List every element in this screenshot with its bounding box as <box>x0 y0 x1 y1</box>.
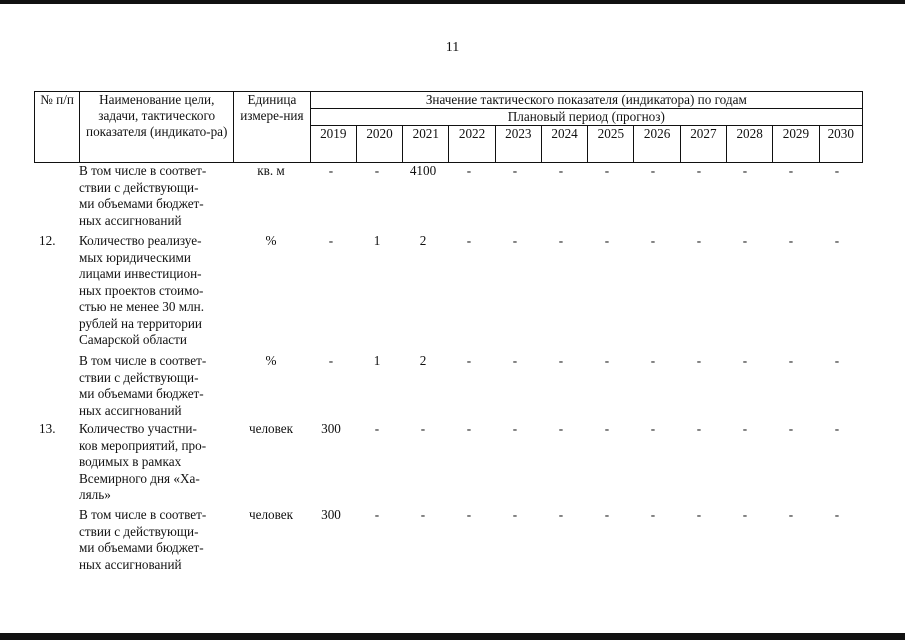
name-line: Всемирного дня «Ха- <box>79 470 200 486</box>
name-line: Самарской области <box>79 332 187 347</box>
bottom-border <box>0 633 905 640</box>
name-line: ных ассигнований <box>79 402 182 418</box>
value-2019: 300 <box>321 507 341 522</box>
unit: % <box>265 233 277 248</box>
year-2025: 2025 <box>588 126 634 163</box>
value-2029: - <box>788 163 794 178</box>
name-line: В том числе в соответ- <box>79 507 207 522</box>
name-line: ствии с действующи- <box>79 523 199 539</box>
name-line: Количество реализуе- <box>79 233 202 248</box>
unit: человек <box>248 421 294 436</box>
header-period: Плановый период (прогноз) <box>310 109 862 126</box>
value-2020: 1 <box>373 353 381 368</box>
value-2025: - <box>604 353 610 368</box>
name-line: ствии с действующи- <box>79 369 199 385</box>
name-line: ляль» <box>79 487 111 502</box>
name-line: ных проектов стоимо- <box>79 282 204 298</box>
value-2026: - <box>650 421 656 436</box>
value-2021: 4100 <box>409 163 437 178</box>
value-2024: - <box>558 421 564 436</box>
unit: % <box>265 353 277 368</box>
value-2028: - <box>742 507 748 522</box>
value-2026: - <box>650 507 656 522</box>
value-2030: - <box>834 233 840 248</box>
name-line: стью не менее 30 млн. <box>79 299 205 314</box>
value-2027: - <box>696 421 702 436</box>
header-num: № п/п <box>35 92 80 163</box>
value-2025: - <box>604 507 610 522</box>
year-2021: 2021 <box>403 126 449 163</box>
name-line: В том числе в соответ- <box>79 353 207 368</box>
name-line: Количество участни- <box>79 421 197 436</box>
name-line: В том числе в соответ- <box>79 163 207 178</box>
header-unit: Единица измере-ния <box>234 92 310 163</box>
year-2028: 2028 <box>727 126 773 163</box>
year-2023: 2023 <box>495 126 541 163</box>
value-2020: 1 <box>373 233 381 248</box>
value-2026: - <box>650 233 656 248</box>
year-2026: 2026 <box>634 126 680 163</box>
header-values: Значение тактического показателя (индикатора) по годам <box>310 92 862 109</box>
value-2022: - <box>466 507 472 522</box>
value-2022: - <box>466 163 472 178</box>
year-2020: 2020 <box>356 126 402 163</box>
value-2025: - <box>604 233 610 248</box>
name-line: мых юридическими <box>79 249 191 265</box>
value-2027: - <box>696 507 702 522</box>
row-number: 13. <box>39 421 56 436</box>
value-2020: - <box>374 507 380 522</box>
value-2029: - <box>788 421 794 436</box>
value-2022: - <box>466 233 472 248</box>
value-2024: - <box>558 163 564 178</box>
indicator-name <box>79 507 239 573</box>
value-2024: - <box>558 507 564 522</box>
indicator-name <box>79 421 239 504</box>
value-2030: - <box>834 163 840 178</box>
year-2027: 2027 <box>680 126 726 163</box>
name-line: ми объемами бюджет- <box>79 540 204 555</box>
value-2028: - <box>742 353 748 368</box>
name-line: ков мероприятий, про- <box>79 437 207 453</box>
value-2023: - <box>512 421 518 436</box>
year-2022: 2022 <box>449 126 495 163</box>
value-2029: - <box>788 353 794 368</box>
top-border <box>0 0 905 4</box>
unit: человек <box>248 507 294 522</box>
unit: кв. м <box>257 163 285 178</box>
value-2023: - <box>512 507 518 522</box>
name-line: ных ассигнований <box>79 212 182 228</box>
value-2027: - <box>696 163 702 178</box>
header-name: Наименование цели, задачи, тактического показателя (индикато-ра) <box>80 92 234 163</box>
name-line: ных ассигнований <box>79 556 182 572</box>
value-2020: - <box>374 163 380 178</box>
value-2029: - <box>788 507 794 522</box>
value-2029: - <box>788 233 794 248</box>
value-2028: - <box>742 233 748 248</box>
value-2022: - <box>466 353 472 368</box>
value-2025: - <box>604 163 610 178</box>
value-2021: 2 <box>419 353 427 368</box>
year-2030: 2030 <box>819 126 862 163</box>
value-2021: - <box>420 507 426 522</box>
value-2024: - <box>558 233 564 248</box>
indicator-name <box>79 163 239 229</box>
value-2021: 2 <box>419 233 427 248</box>
name-line: ми объемами бюджет- <box>79 196 204 211</box>
indicator-name <box>79 233 239 349</box>
year-2019: 2019 <box>310 126 356 163</box>
name-line: водимых в рамках <box>79 454 182 469</box>
value-2027: - <box>696 353 702 368</box>
value-2021: - <box>420 421 426 436</box>
indicator-name <box>79 353 239 419</box>
value-2020: - <box>374 421 380 436</box>
value-2019: 300 <box>321 421 341 436</box>
value-2028: - <box>742 163 748 178</box>
name-line: рублей на территории <box>79 315 202 331</box>
value-2023: - <box>512 233 518 248</box>
value-2025: - <box>604 421 610 436</box>
name-line: ствии с действующи- <box>79 179 199 195</box>
value-2030: - <box>834 507 840 522</box>
value-2030: - <box>834 421 840 436</box>
value-2023: - <box>512 353 518 368</box>
value-2026: - <box>650 353 656 368</box>
name-line: лицами инвестицион- <box>79 266 202 281</box>
page-number: 11 <box>445 40 460 55</box>
value-2026: - <box>650 163 656 178</box>
name-line: ми объемами бюджет- <box>79 386 204 401</box>
year-2024: 2024 <box>541 126 587 163</box>
value-2019: - <box>328 163 334 178</box>
value-2030: - <box>834 353 840 368</box>
year-2029: 2029 <box>773 126 819 163</box>
value-2023: - <box>512 163 518 178</box>
value-2024: - <box>558 353 564 368</box>
value-2019: - <box>328 233 334 248</box>
value-2028: - <box>742 421 748 436</box>
value-2027: - <box>696 233 702 248</box>
table-header <box>34 91 863 163</box>
value-2022: - <box>466 421 472 436</box>
value-2019: - <box>328 353 334 368</box>
row-number: 12. <box>39 233 56 248</box>
